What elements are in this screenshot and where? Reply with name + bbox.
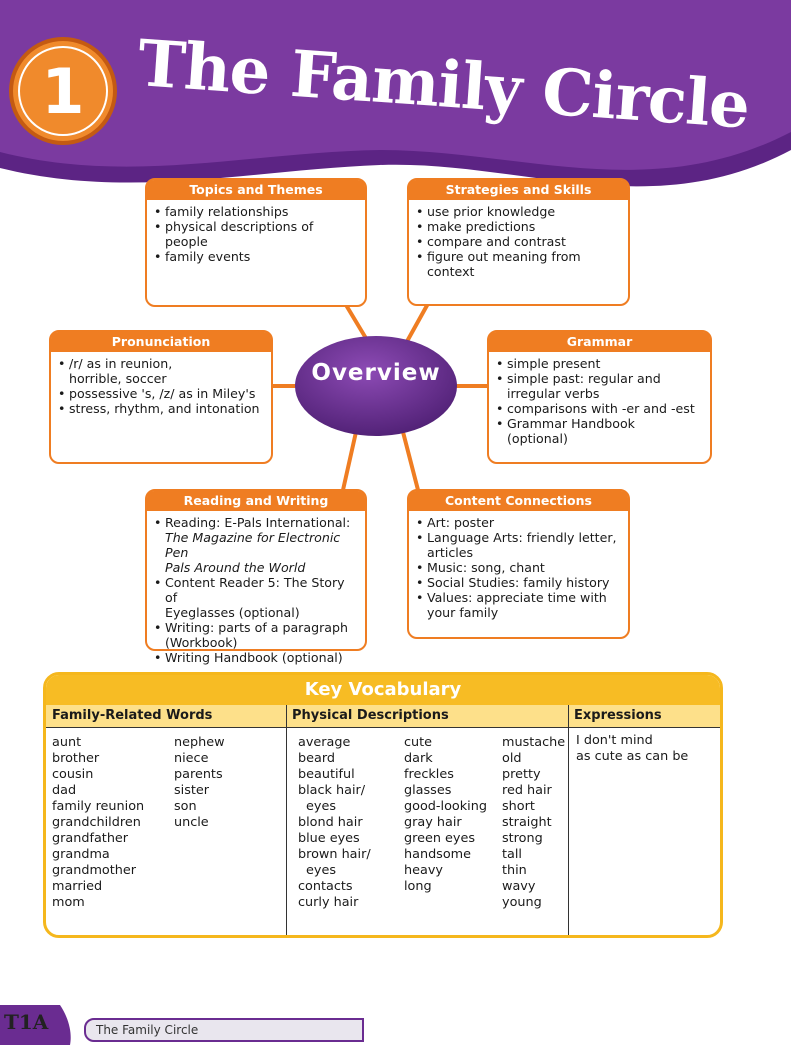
list-item: • Reading: E-Pals International: <box>165 515 359 530</box>
list-item: • /r/ as in reunion, <box>69 356 265 371</box>
list-item: • compare and contrast <box>427 234 622 249</box>
vocab-word: handsome <box>404 847 472 862</box>
vocab-word: parents <box>174 767 223 782</box>
grammar-title: Grammar <box>489 332 710 352</box>
list-item: (Workbook) <box>165 635 238 650</box>
page-title: The Family Circle <box>135 26 752 144</box>
overview-hub <box>293 334 459 438</box>
topics-box <box>145 178 367 307</box>
vocab-word: uncle <box>174 815 209 830</box>
vocab-word: thin <box>502 863 527 878</box>
list-item: The Magazine for Electronic Pen <box>165 530 341 560</box>
vocab-word: brown hair/ <box>298 847 371 862</box>
vocab-word: dark <box>404 751 433 766</box>
vocab-word: sister <box>174 783 210 798</box>
vocab-word: dad <box>52 783 77 798</box>
vocab-word: family reunion <box>52 799 145 814</box>
list-item: • family events <box>165 249 359 264</box>
topics-title: Topics and Themes <box>147 180 365 200</box>
vocab-word: good-looking <box>404 799 487 814</box>
word-list <box>576 733 688 765</box>
list-item: • physical descriptions of people <box>165 219 359 249</box>
word-list <box>502 735 565 911</box>
list-item: • Grammar Handbook <box>507 416 704 431</box>
word-list <box>174 735 225 831</box>
overview-label: Overview <box>311 360 441 386</box>
page-code: T1A <box>4 1010 49 1034</box>
word-list <box>52 735 144 911</box>
content-connections-title: Content Connections <box>409 491 628 511</box>
vocab-word: young <box>502 895 542 910</box>
list-item: • Values: appreciate time with <box>427 590 622 605</box>
key-vocabulary-title: Key Vocabulary <box>46 675 720 705</box>
vocab-word: average <box>298 735 351 750</box>
word-list <box>404 735 487 895</box>
vocab-word: pretty <box>502 767 541 782</box>
list-item: • simple present <box>507 356 704 371</box>
list-item: • stress, rhythm, and intonation <box>69 401 265 416</box>
vocab-word: I don't mind <box>576 733 653 748</box>
list-item: • possessive 's, /z/ as in Miley's <box>69 386 265 401</box>
vocab-word: strong <box>502 831 543 846</box>
list-item: • figure out meaning from <box>427 249 622 264</box>
vocab-word: mustache <box>502 735 566 750</box>
list-item: • Music: song, chant <box>427 560 622 575</box>
vocab-word: niece <box>174 751 209 766</box>
vocab-word: wavy <box>502 879 536 894</box>
vocab-word: contacts <box>298 879 353 894</box>
vocab-word: beautiful <box>298 767 355 782</box>
vocab-word: grandfather <box>52 831 129 846</box>
strategies-title: Strategies and Skills <box>409 180 628 200</box>
list-item: horrible, soccer <box>69 371 167 386</box>
vocab-word: red hair <box>502 783 552 798</box>
vocab-word: long <box>404 879 432 894</box>
list-item: Eyeglasses (optional) <box>165 605 300 620</box>
list-item: irregular verbs <box>507 386 600 401</box>
list-item: • simple past: regular and <box>507 371 704 386</box>
vocab-word: black hair/ <box>298 783 366 798</box>
reading-box <box>145 489 367 665</box>
list-item: • Language Arts: friendly letter, <box>427 530 622 545</box>
list-item: (optional) <box>507 431 568 446</box>
list-item: articles <box>427 545 474 560</box>
list-item: • family relationships <box>165 204 359 219</box>
list-item: context <box>427 264 475 279</box>
key-vocabulary-panel <box>43 672 723 938</box>
strategies-box <box>407 178 630 306</box>
pronunciation-box <box>49 330 273 464</box>
content-connections-box <box>407 489 630 639</box>
list-item: • Art: poster <box>427 515 622 530</box>
reading-title: Reading and Writing <box>147 491 365 511</box>
vocab-word: eyes <box>306 799 336 814</box>
column-header: Expressions <box>568 705 720 728</box>
list-item: • make predictions <box>427 219 622 234</box>
unit-number: 1 <box>41 54 85 128</box>
column-header: Physical Descriptions <box>286 705 568 728</box>
vocab-word: tall <box>502 847 522 862</box>
vocab-word: cute <box>404 735 433 750</box>
vocab-word: straight <box>502 815 552 830</box>
vocab-word: blue eyes <box>298 831 360 846</box>
vocab-word: curly hair <box>298 895 359 910</box>
word-list <box>298 735 371 911</box>
list-item: • use prior knowledge <box>427 204 622 219</box>
pronunciation-title: Pronunciation <box>51 332 271 352</box>
column-divider <box>286 705 287 935</box>
vocab-word: married <box>52 879 103 894</box>
vocab-word: mom <box>52 895 85 910</box>
vocab-word: nephew <box>174 735 225 750</box>
list-item: • Social Studies: family history <box>427 575 622 590</box>
vocab-word: grandmother <box>52 863 137 878</box>
list-item: • Writing: parts of a paragraph <box>165 620 359 635</box>
vocab-word: green eyes <box>404 831 476 846</box>
vocab-word: cousin <box>52 767 94 782</box>
list-item: • Content Reader 5: The Story of <box>165 575 359 605</box>
vocab-word: heavy <box>404 863 443 878</box>
vocab-word: gray hair <box>404 815 462 830</box>
vocab-word: eyes <box>306 863 336 878</box>
vocab-word: brother <box>52 751 100 766</box>
vocab-word: glasses <box>404 783 452 798</box>
vocab-word: as cute as can be <box>576 749 689 764</box>
vocab-word: grandma <box>52 847 110 862</box>
footer-label: The Family Circle <box>84 1018 364 1042</box>
vocab-word: aunt <box>52 735 82 750</box>
list-item: • Writing Handbook (optional) <box>165 650 359 665</box>
column-header: Family-Related Words <box>46 705 286 728</box>
vocab-word: short <box>502 799 535 814</box>
vocab-word: beard <box>298 751 335 766</box>
grammar-box <box>487 330 712 464</box>
vocab-word: freckles <box>404 767 454 782</box>
list-item: • comparisons with -er and -est <box>507 401 704 416</box>
vocab-word: grandchildren <box>52 815 141 830</box>
vocab-word: son <box>174 799 197 814</box>
vocab-word: old <box>502 751 522 766</box>
vocab-word: blond hair <box>298 815 363 830</box>
column-divider <box>568 705 569 935</box>
list-item: Pals Around the World <box>165 560 306 575</box>
list-item: your family <box>427 605 499 620</box>
